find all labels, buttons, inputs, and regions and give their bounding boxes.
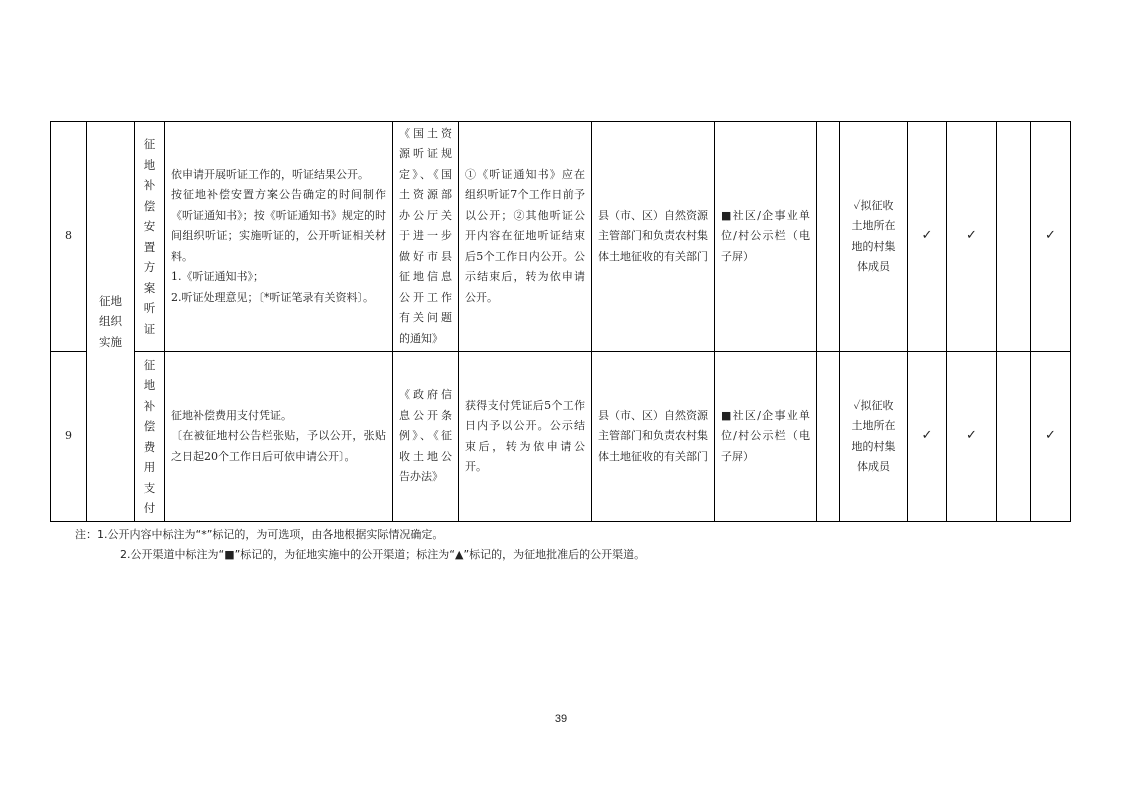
content-line: 〔在被征地村公告栏张贴，予以公开，张贴之日起20个工作日后可依申请公开〕。 <box>171 429 386 463</box>
time-cell: ①《听证通知书》应在组织听证7个工作日前予以公开；②其他听证公开内容在征地听证结束后5个工作日内公开。公示结束后，转为依申请公开。 <box>459 122 592 352</box>
channel-cell: ■社区/企事业单位/村公示栏（电子屏） <box>715 352 817 522</box>
item-char: 补 <box>143 398 156 413</box>
item-char: 置 <box>143 239 156 254</box>
note-line: 2.公开渠道中标注为“■”标记的，为征地实施中的公开渠道；标注为“▲”标记的，为征地批准后的公开渠道。 <box>120 548 646 561</box>
category-cell <box>87 122 135 522</box>
basis-cell: 《政府信息公开条例》、《征收土地公告办法》 <box>393 352 459 522</box>
category-line: 组织 <box>99 314 122 329</box>
row-number: 8 <box>51 122 87 352</box>
item-char: 地 <box>143 378 156 392</box>
scope-cell: ✓拟征收土地所在地的村集体成员 <box>840 352 908 522</box>
note-line: 注：1.公开内容中标注为“*”标记的，为可选项，由各地根据实际情况确定。 <box>75 528 444 541</box>
check-cell: ✓ <box>908 352 947 522</box>
row-number: 9 <box>51 352 87 522</box>
item-char: 偿 <box>143 198 156 213</box>
disclosure-table <box>50 121 1071 522</box>
content-line: 按征地补偿安置方案公告确定的时间制作《听证通知书》；按《听证通知书》规定的时间组织听证；实施听证的，公开听证相关材料。 <box>171 188 386 263</box>
item-cell <box>135 352 165 522</box>
item-char: 支 <box>143 480 156 495</box>
table-notes <box>75 525 1075 565</box>
item-char: 付 <box>143 501 156 515</box>
check-cell: ✓ <box>947 122 997 352</box>
subject-cell: 县（市、区）自然资源主管部门和负责农村集体土地征收的有关部门 <box>592 122 715 352</box>
basis-cell: 《国土资源听证规定》、《国土资源部办公厅关于进一步做好市县征地信息公开工作有关问题的通知》 <box>393 122 459 352</box>
item-char: 补 <box>143 178 156 192</box>
channel-cell: ■社区/企事业单位/村公示栏（电子屏） <box>715 122 817 352</box>
check-cell: ✓ <box>1031 352 1071 522</box>
item-char: 安 <box>143 219 156 233</box>
content-cell <box>165 122 393 352</box>
check-cell <box>817 352 840 522</box>
item-char: 案 <box>143 280 156 295</box>
content-line: 征地补偿费用支付凭证。 <box>171 408 292 422</box>
check-cell <box>997 352 1031 522</box>
table-row <box>51 352 1071 522</box>
item-char: 偿 <box>143 419 156 433</box>
table-row <box>51 122 1071 352</box>
item-char: 方 <box>143 260 156 274</box>
time-cell: 获得支付凭证后5个工作日内予以公开。公示结束后，转为依申请公开。 <box>459 352 592 522</box>
item-char: 听 <box>143 301 156 315</box>
item-char: 费 <box>143 439 156 454</box>
content-line: 依申请开展听证工作的，听证结果公开。 <box>171 167 369 181</box>
item-char: 用 <box>143 460 156 474</box>
check-cell <box>997 122 1031 352</box>
check-cell: ✓ <box>1031 122 1071 352</box>
item-char: 征 <box>143 357 156 372</box>
check-cell: ✓ <box>947 352 997 522</box>
item-char: 地 <box>143 157 156 172</box>
page-number: 39 <box>554 713 568 725</box>
subject-cell: 县（市、区）自然资源主管部门和负责农村集体土地征收的有关部门 <box>592 352 715 522</box>
category-line: 实施 <box>99 334 122 349</box>
check-cell <box>817 122 840 352</box>
scope-cell: ✓拟征收土地所在地的村集体成员 <box>840 122 908 352</box>
item-char: 征 <box>143 137 156 151</box>
item-cell <box>135 122 165 352</box>
content-line: 1.《听证通知书》； <box>171 270 264 284</box>
content-line: 2.听证处理意见；〔*听证笔录有关资料〕。 <box>171 290 374 304</box>
category-line: 征地 <box>99 293 122 308</box>
check-cell: ✓ <box>908 122 947 352</box>
item-char: 证 <box>143 321 156 336</box>
content-cell <box>165 352 393 522</box>
